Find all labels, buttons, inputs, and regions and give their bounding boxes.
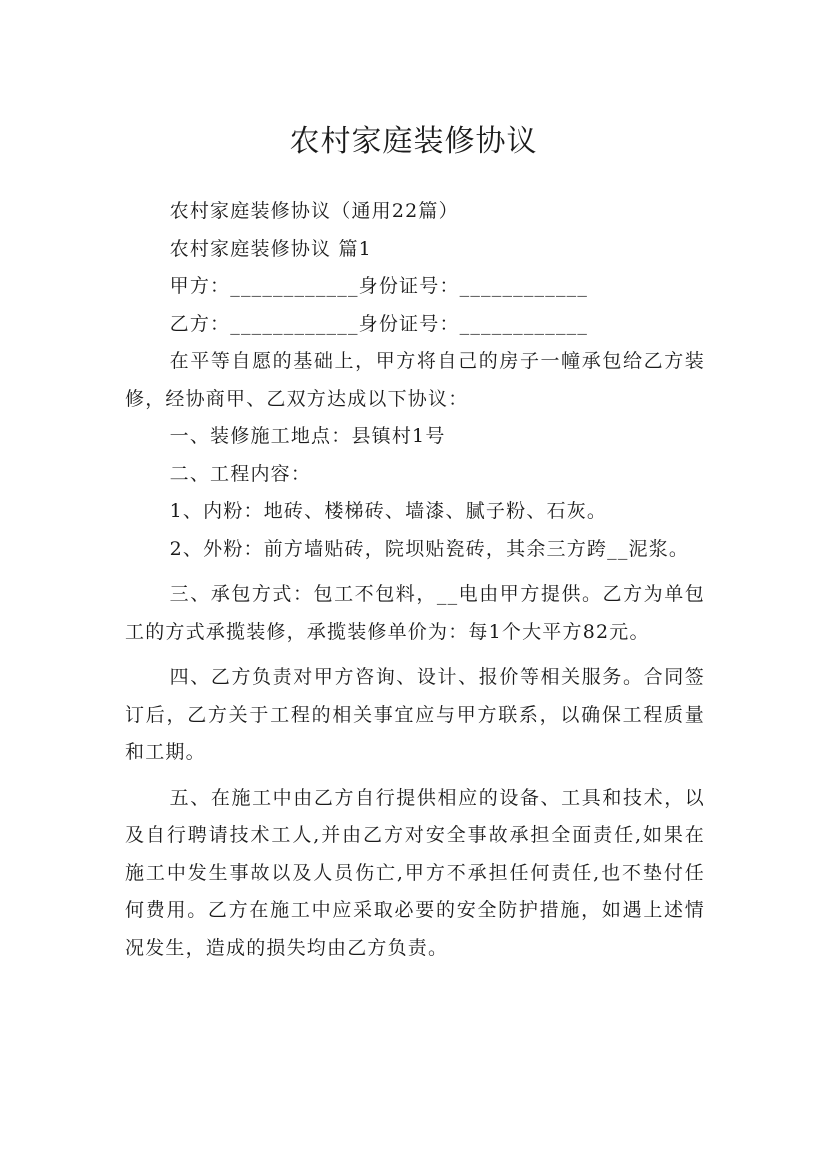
paragraph-clause-2-item-1: 1、内粉：地砖、楼梯砖、墙漆、腻子粉、石灰。 [169,500,608,522]
paragraph-section-heading: 农村家庭装修协议 篇1 [169,237,372,260]
paragraph-clause-4: 四、乙方负责对甲方咨询、设计、报价等相关服务。合同签订后，乙方关于工程的相关事宜应与甲方联系，以确保工程质量和工期。 [125,666,705,763]
paragraph-clause-3: 三、承包方式：包工不包料，__电由甲方提供。乙方为单包工的方式承揽装修，承揽装修单价为：每1个大平方82元。 [125,583,705,643]
document-body [125,193,705,967]
paragraph-subtitle: 农村家庭装修协议（通用22篇） [169,200,459,222]
document-title: 农村家庭装修协议 [289,124,538,160]
paragraph-clause-1: 一、装修施工地点：县镇村1号 [169,425,446,447]
paragraph-clause-2: 二、工程内容： [169,462,312,485]
paragraph-party-b: 乙方：____________身份证号：____________ [169,312,589,335]
paragraph-preamble: 在平等自愿的基础上，甲方将自己的房子一幢承包给乙方装修，经协商甲、乙双方达成以下协议： [125,350,705,410]
paragraph-party-a: 甲方：____________身份证号：____________ [169,275,589,297]
paragraph-clause-5: 五、在施工中由乙方自行提供相应的设备、工具和技术，以及自行聘请技术工人,并由乙方对安全事故承担全面责任,如果在施工中发生事故以及人员伤亡,甲方不承担任何责任,也不垫付任何费用。乙方在施工中应采取必要的安全防护措施，如遇上述情况发生，造成的损失均由乙方负责。 [125,786,705,959]
paragraph-clause-2-item-2: 2、外粉：前方墙贴砖，院坝贴瓷砖，其余三方跨__泥浆。 [169,537,690,560]
